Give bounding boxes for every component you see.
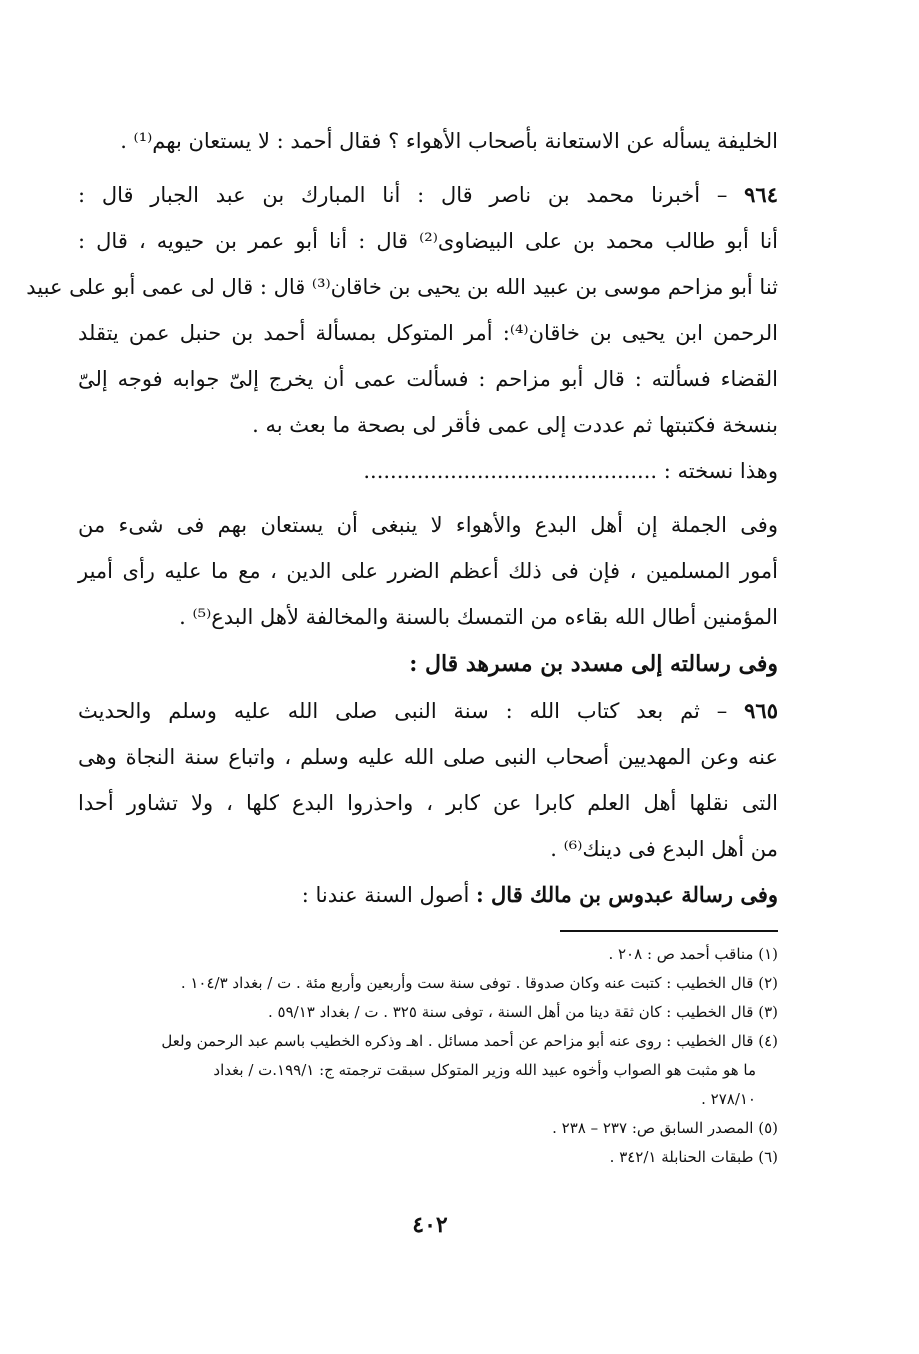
text-line: عنه وعن المهديين أصحاب النبى صلى الله عليه وسلم ، واتباع سنة النجاة وهى	[78, 745, 778, 769]
footnote-1: (١) مناقب أحمد ص : ٢٠٨ .	[608, 945, 778, 963]
copy-label-line	[78, 448, 778, 494]
footnote-4-continued: ٢٧٨/١٠ .	[701, 1090, 756, 1108]
section-heading-abdus	[78, 872, 778, 918]
text-line: – ثم بعد كتاب الله : سنة النبى صلى الله عليه وسلم والحديث	[78, 699, 745, 723]
text-line: بنسخة فكتبتها ثم عددت إلى عمى فأقر لى بصحة ما بعث به .	[252, 413, 778, 437]
footnote-6: (٦) طبقات الحنابلة ٣٤٢/١ .	[609, 1148, 778, 1166]
footnote-4-continued: ما هو مثبت هو الصواب وأخوه عبيد الله وزير المتوكل سبقت ترجمته ج: ١٩٩/١.ت / بغداد	[213, 1061, 756, 1079]
text-line: – أخبرنا محمد بن ناصر قال : أنا المبارك بن عبد الجبار قال :	[78, 183, 745, 207]
main-text	[26, 118, 778, 918]
copy-label: وهذا نسخته :	[663, 459, 778, 483]
heading-rest: أصول السنة عندنا :	[301, 883, 476, 907]
footnote-2: (٢) قال الخطيب : كتبت عنه وكان صدوقا . توفى سنة ست وأربعين وأربع مئة . ت / بغداد ١٠٤/٣ .	[180, 974, 778, 992]
footnote-3: (٣) قال الخطيب : كان ثقة دينا من أهل السنة ، توفى سنة ٣٢٥ . ت / بغداد ٥٩/١٣ .	[268, 1003, 778, 1021]
heading-bold-part: وفى رسالة عبدوس بن مالك قال :	[475, 882, 778, 907]
text-line: الرحمن ابن يحيى بن خاقان⁽⁴⁾: أمر المتوكل بمسألة أحمد بن حنبل عمن يتقلد	[78, 321, 778, 345]
quote-line: أمور المسلمين ، فإن فى ذلك أعظم الضرر على الدين ، مع ما عليه رأى أمير	[78, 559, 778, 583]
footnote-5: (٥) المصدر السابق ص: ٢٣٧ – ٢٣٨ .	[552, 1119, 778, 1137]
text-line: ثنا أبو مزاحم موسى بن عبيد الله بن يحيى بن خاقان⁽³⁾ قال : قال لى عمى أبو على عبيد	[26, 275, 778, 299]
paragraph-965-line-1	[78, 688, 778, 734]
section-heading-musaddad: وفى رسالته إلى مسدد بن مسرهد قال :	[409, 651, 778, 677]
quote-line: المؤمنين أطال الله بقاءه من التمسك بالسنة والمخالفة لأهل البدع⁽⁵⁾ .	[179, 605, 778, 629]
footnote-4: (٤) قال الخطيب : روى عنه أبو مزاحم عن أحمد مسائل . اهـ وذكره الخطيب باسم عبد الرحمن ولعل	[161, 1032, 778, 1050]
footnotes	[78, 940, 778, 1172]
text-line: أنا أبو طالب محمد بن على البيضاوى⁽²⁾ قال : أنا أبو عمر بن حيويه ، قال :	[78, 229, 778, 253]
page-number: ٤٠٢	[412, 1212, 448, 1238]
text-line: التى نقلها أهل العلم كابرا عن كابر ، واحذروا البدع كلها ، ولا تشاور أحدا	[78, 791, 778, 815]
footnote-separator	[560, 930, 778, 932]
ellipsis-dots: ............................................	[363, 459, 658, 483]
paragraph-number-964: ٩٦٤	[744, 182, 778, 207]
text-line: الخليفة يسأله عن الاستعانة بأصحاب الأهواء ؟ فقال أحمد : لا يستعان بهم⁽¹⁾ .	[120, 129, 778, 153]
paragraph-number-965: ٩٦٥	[744, 698, 778, 723]
paragraph-964-line-1	[78, 172, 778, 218]
text-line: القضاء فسألته : قال أبو مزاحم : فسألت عمى أن يخرج إلىّ جوابه فوجه إلىّ	[78, 367, 778, 391]
quote-line: وفى الجملة إن أهل البدع والأهواء لا ينبغى أن يستعان بهم فى شىء من	[78, 513, 778, 537]
text-line: من أهل البدع فى دينك⁽⁶⁾ .	[550, 837, 778, 861]
